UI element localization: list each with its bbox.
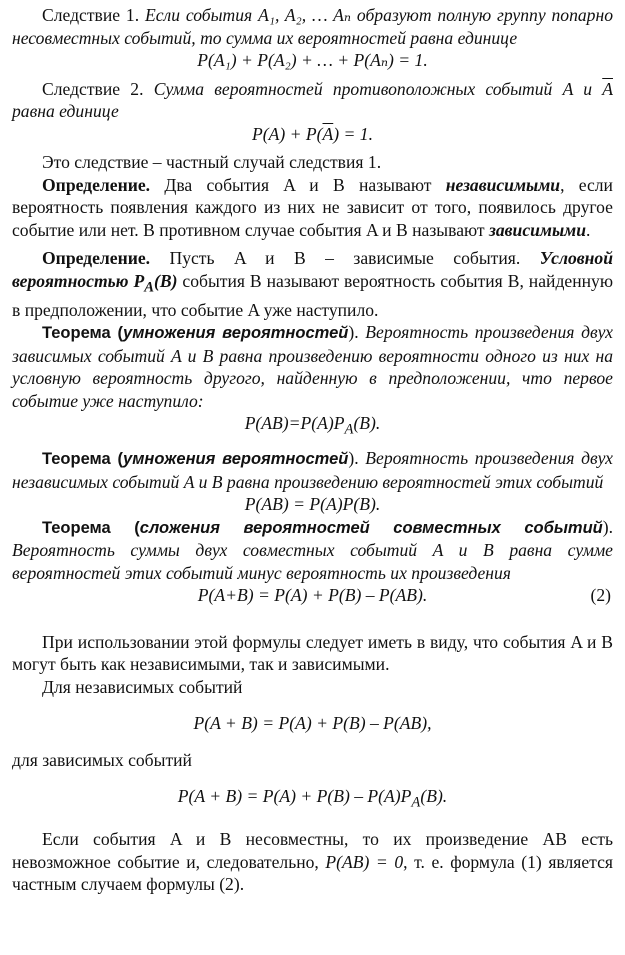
theorem-1-label: Теорема ( bbox=[42, 324, 124, 343]
final-expression: P(AB) = 0 bbox=[325, 851, 404, 872]
theorem-3: Теорема (сложения вероятностей совместных событий). Вероятность суммы двух совместных событий A и B равна сумме вероятностей этих событий минус вероятность их произведения bbox=[12, 516, 613, 583]
corollary-2-label: Следствие 2. bbox=[42, 78, 144, 99]
theorem-2-name: умножения вероятностей bbox=[123, 450, 349, 469]
corollary-2 bbox=[12, 78, 613, 123]
theorem-2-formula: P(AB) = P(A)P(B). bbox=[244, 494, 381, 515]
theorem-1: Теорема (умножения вероятностей). Вероятность произведения двух зависимых событий A и B равна произведению вероятности одного из них на условную вероятность другого, найденную в предположении, что первое событие уже наступило: bbox=[12, 322, 613, 411]
theorem-3-name: сложения вероятностей совместных событий bbox=[139, 518, 603, 537]
corollary-2-bar-var: $\overline{A}$ bbox=[602, 78, 613, 99]
term-independent: независимыми bbox=[445, 174, 561, 195]
equation-number: (2) bbox=[590, 585, 611, 606]
definition-1-label: Определение. bbox=[42, 174, 151, 195]
independent-formula: P(A + B) = P(A) + P(B) – P(AB), bbox=[193, 713, 432, 734]
corollary-2-formula: $P(A) + P(\overline{A}) = 1$. bbox=[252, 123, 373, 144]
theorem-3-formula: P(A+B) = P(A) + P(B) – P(AB). (2) bbox=[197, 585, 611, 606]
term-conditional-probability: Условной вероятностью $P_A(B)$ bbox=[12, 248, 613, 296]
theorem-1-text: Вероятность произведения двух зависимых событий A и B равна произведению вероятности одного из них на условную вероятность другого, найденную в предположении, что первое событие уже наступило: bbox=[12, 322, 613, 411]
theorem-2-text: Вероятность произведения двух независимых событий A и B равна произведению вероятностей этих событий bbox=[12, 448, 613, 492]
independent-label: Для независимых событий bbox=[42, 676, 243, 697]
final-paragraph: Если события A и B несовместны, то их произведение AB есть невозможное событие и, следовательно, P(AB) = 0, т. е. формула (1) является частным случаем формулы (2). bbox=[12, 829, 613, 895]
definition-1: Определение. Два события A и B называют независимыми, если вероятность появления каждого из них не зависит от того, появилось другое событие или нет. В противном случае события A и B называют зависимыми. bbox=[12, 174, 613, 240]
dependent-label: для зависимых событий bbox=[12, 749, 192, 770]
usage-paragraph: При использовании этой формулы следует иметь в виду, что события A и B могут быть как независимыми, так и зависимыми. bbox=[12, 631, 613, 675]
corollary-1-text: Если события A₁, A₂, … Aₙ образуют полную группу попарно несовместных событий, то сумма их вероятностей равна единице bbox=[12, 5, 613, 48]
corollary-1-label: Следствие 1. bbox=[42, 5, 140, 25]
theorem-1-name: умножения вероятностей bbox=[123, 324, 349, 343]
theorem-2: Теорема (умножения вероятностей). Вероятность произведения двух независимых событий A и B равна произведению вероятностей этих событий bbox=[12, 448, 613, 492]
term-dependent: зависимыми bbox=[489, 219, 587, 240]
dependent-formula: $P(A + B) = P(A) + P(B) - P(A)P_A(B)$. bbox=[177, 786, 448, 811]
theorem-3-text: Вероятность суммы двух совместных событий A и B равна сумме вероятностей этих событий минус вероятность их произведения bbox=[12, 540, 613, 583]
corollary-1 bbox=[12, 4, 613, 49]
note-1: Это следствие – частный случай следствия 1. bbox=[42, 152, 382, 172]
theorem-2-label: Теорема ( bbox=[42, 450, 124, 469]
theorem-1-formula: $P(AB)=P(A)P_A(B)$. bbox=[244, 413, 381, 438]
corollary-1-formula: P(A₁) + P(A₂) + … + P(Aₙ) = 1. bbox=[197, 50, 428, 70]
definition-2: Определение. Пусть A и B – зависимые события. Условной вероятностью $P_A(B)$ события B называют вероятность события B, найденную в предположении, что событие A уже наступило. bbox=[12, 248, 613, 320]
corollary-2-text-b: равна единице bbox=[12, 101, 119, 121]
definition-2-label: Определение. bbox=[42, 248, 151, 268]
corollary-2-text-a: Сумма вероятностей противоположных событий A и bbox=[153, 78, 593, 99]
theorem-3-label: Теорема ( bbox=[42, 518, 140, 537]
